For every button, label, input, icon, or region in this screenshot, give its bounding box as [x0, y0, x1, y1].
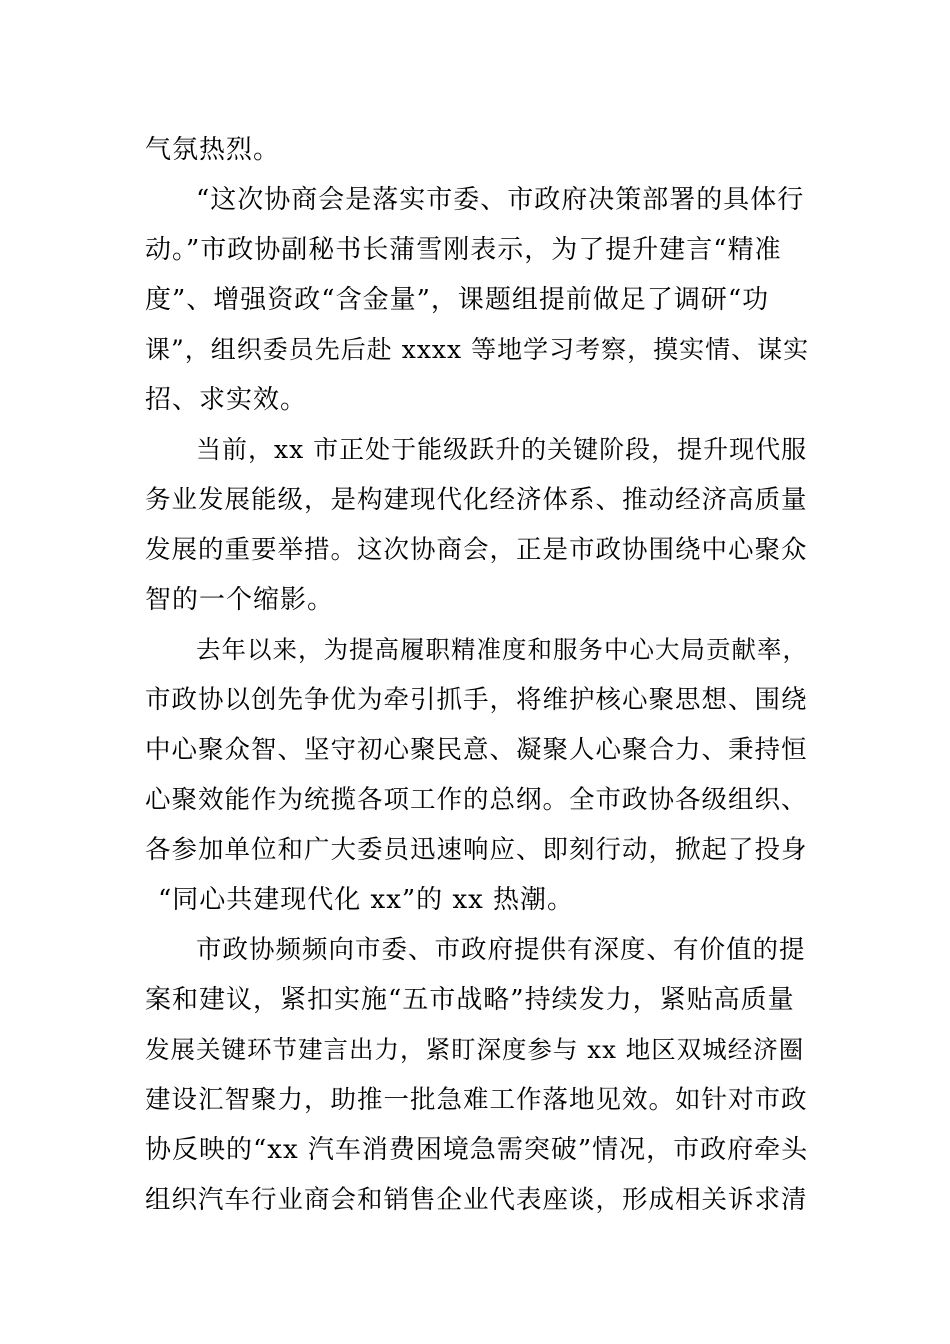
- text-line: 务业发展能级，是构建现代化经济体系、推动经济高质量: [145, 485, 808, 515]
- text-line: 发展关键环节建言出力，紧盯深度参与 xx 地区双城经济圈: [145, 1035, 805, 1064]
- paragraph-first-line: 市政协频频向市委、市政府提供有深度、有价值的提: [196, 935, 806, 965]
- text-line: 心聚效能作为统揽各项工作的总纲。全市政协各级组织、: [145, 785, 808, 815]
- paragraph-first-line: 当前，xx 市正处于能级跃升的关键阶段，提升现代服: [196, 435, 808, 464]
- text-line: 组织汽车行业商会和销售企业代表座谈，形成相关诉求清: [145, 1185, 808, 1215]
- text-line: 建设汇智聚力，助推一批急难工作落地见效。如针对市政: [145, 1085, 808, 1115]
- text-line: 发展的重要举措。这次协商会，正是市政协围绕中心聚众: [145, 535, 808, 565]
- text-line: “同心共建现代化 xx”的 xx 热潮。: [158, 885, 575, 915]
- text-line: 案和建议，紧扣实施“五市战略”持续发力，紧贴高质量: [145, 985, 795, 1015]
- text-line: 智的一个缩影。: [145, 585, 335, 615]
- paragraph-first-line: 去年以来，为提高履职精准度和服务中心大局贡献率，: [196, 635, 808, 664]
- paragraph-first-line: “这次协商会是落实市委、市政府决策部署的具体行: [196, 185, 805, 215]
- text-line: 动。”市政协副秘书长蒲雪刚表示，为了提升建言“精准: [145, 235, 782, 265]
- text-line: 市政协以创先争优为牵引抓手，将维护核心聚思想、围绕: [145, 685, 808, 715]
- text-line: 气氛热烈。: [145, 135, 281, 165]
- text-line: 度”、增强资政“含金量”，课题组提前做足了调研“功: [145, 285, 770, 315]
- text-line: 各参加单位和广大委员迅速响应、即刻行动，掀起了投身: [145, 835, 808, 865]
- text-line: 课”，组织委员先后赴 xxxx 等地学习考察，摸实情、谋实: [145, 335, 810, 364]
- text-line: 协反映的“xx 汽车消费困境急需突破”情况，市政府牵头: [145, 1135, 809, 1165]
- text-line: 中心聚众智、坚守初心聚民意、凝聚人心聚合力、秉持恒: [145, 735, 808, 765]
- text-line: 招、求实效。: [145, 385, 308, 415]
